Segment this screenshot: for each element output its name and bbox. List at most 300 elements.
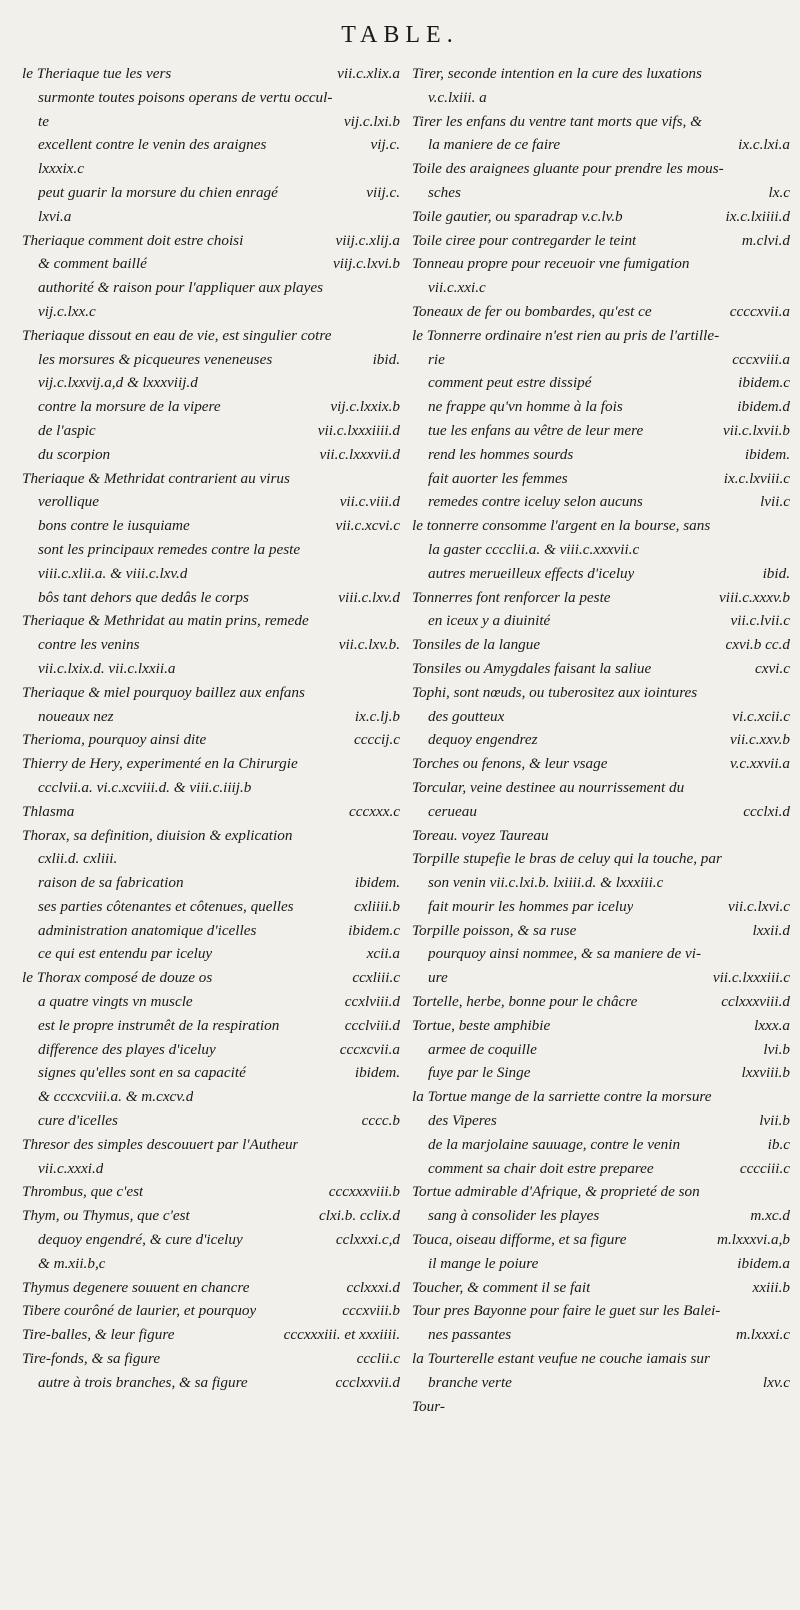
index-entry (22, 419, 400, 443)
index-entry (412, 942, 790, 966)
entry-text: autres merueilleux effects d'iceluy (428, 564, 635, 582)
index-entry (412, 1061, 790, 1085)
entry-reference (392, 752, 400, 776)
entry-text: Therioma, pourquoy ainsi dite (22, 731, 207, 749)
entry-text: Thrombus, que c'est (22, 1183, 144, 1201)
index-entry (412, 1204, 790, 1228)
entry-text: la gaster ccccliі.a. & viii.c.xxxvii.c (428, 540, 640, 558)
index-entry (22, 942, 400, 966)
entry-reference: vii.c.lxxxiiii.d (317, 421, 400, 439)
entry-text: Theriaque & miel pourquoy baillez aux enfans (22, 683, 305, 701)
entry-text: la Tortue mange de la sarriette contre la morsure (412, 1088, 712, 1106)
entry-reference: ibidem. (744, 445, 790, 463)
entry-text: Toile des araignees gluante pour prendre les mous- (412, 160, 724, 178)
entry-reference: lx.c (768, 183, 790, 201)
entry-reference (782, 1347, 790, 1371)
entry-reference (392, 609, 400, 633)
entry-reference: cclxxxi.d (346, 1278, 400, 1296)
index-entry (412, 395, 790, 419)
index-entry (412, 252, 790, 276)
entry-reference: lxxii.d (752, 921, 790, 939)
index-entry (22, 1371, 400, 1395)
entry-text: Thlasma (22, 802, 75, 820)
entry-reference (392, 847, 400, 871)
index-entry (22, 205, 400, 229)
entry-reference (392, 371, 400, 395)
index-entry (22, 62, 400, 86)
entry-reference: lvii.b (759, 1112, 790, 1130)
entry-text: la maniere de ce faire (428, 136, 561, 154)
entry-reference (782, 324, 790, 348)
entry-text: & comment baillé (38, 255, 147, 273)
entry-text: & cccxcviii.a. & m.cxcv.d (38, 1088, 194, 1106)
entry-text: le Theriaque tue les vers (22, 65, 172, 82)
entry-text: Thymus degenere souuent en chancre (22, 1278, 250, 1296)
index-entry (412, 847, 790, 871)
index-entry (22, 824, 400, 848)
entry-reference: viij.c. (366, 183, 400, 201)
entry-reference: ix.c.lxviii.c (723, 469, 790, 487)
entry-reference: vii.c.xlix.a (337, 65, 400, 82)
index-entry (412, 752, 790, 776)
index-entry (22, 395, 400, 419)
index-entry (412, 62, 790, 86)
entry-reference: v.c.xxvii.a (729, 755, 790, 773)
index-entry (22, 681, 400, 705)
entry-text: Theriaque & Methridat au matin prins, remede (22, 612, 309, 630)
index-entry (22, 800, 400, 824)
entry-reference: ccclxi.d (743, 802, 790, 820)
index-entry (22, 586, 400, 610)
entry-reference (782, 276, 790, 300)
entry-text: Touca, oiseau difforme, et sa figure (412, 1231, 627, 1249)
index-entry (412, 728, 790, 752)
entry-text: Tonsiles de la langue (412, 636, 541, 654)
entry-reference: ccxliii.c (352, 969, 400, 987)
entry-text: comment sa chair doit estre preparee (428, 1159, 654, 1177)
entry-reference (392, 1085, 400, 1109)
entry-reference (392, 538, 400, 562)
index-entry (22, 919, 400, 943)
entry-reference: m.lxxxvi.a,b (717, 1231, 790, 1249)
entry-text: de la marjolaine sauuage, contre le venin (428, 1135, 681, 1153)
index-entry (412, 86, 790, 110)
entry-text: vii.c.xxi.c (428, 279, 486, 297)
entry-text: noueaux nez (38, 707, 114, 725)
entry-reference: ccclxxvii.d (335, 1373, 400, 1391)
entry-text: sches (428, 183, 461, 201)
entry-reference: vii.c.lxxxvii.d (319, 445, 400, 463)
entry-reference: viii.c.lxv.d (338, 588, 400, 606)
entry-reference: cccxviii.b (342, 1302, 400, 1320)
index-entry (412, 110, 790, 134)
index-entry (412, 919, 790, 943)
index-entry (412, 229, 790, 253)
entry-reference (392, 824, 400, 848)
entry-text: ses parties côtenantes et côtenues, quelles (38, 897, 294, 915)
entry-reference (782, 110, 790, 134)
entry-reference (782, 776, 790, 800)
entry-text: v.c.lxiii. a (428, 88, 487, 106)
entry-reference: ccclviii.d (344, 1016, 400, 1034)
entry-text: Tophi, sont nœuds, ou tuberositez aux iointures (412, 683, 698, 701)
index-entry (22, 157, 400, 181)
entry-text: viii.c.xlii.a. & viii.c.lxv.d (38, 564, 188, 582)
entry-text: vij.c.lxxvij.a,d & lxxxviij.d (38, 374, 198, 392)
entry-text: autre à trois branches, & sa figure (38, 1373, 248, 1391)
entry-reference: vii.c.xcvi.c (335, 517, 400, 535)
entry-reference (392, 205, 400, 229)
entry-text: Tonsiles ou Amygdales faisant la saliue (412, 659, 652, 677)
index-entry (412, 205, 790, 229)
index-entry (22, 1038, 400, 1062)
entry-reference: ibidem.c (348, 921, 400, 939)
entry-reference (392, 681, 400, 705)
entry-text: des goutteux (428, 707, 505, 725)
entry-text: ure (428, 969, 448, 987)
entry-reference: ccxlviii.d (344, 993, 400, 1011)
entry-reference (782, 514, 790, 538)
entry-reference: ccclii.c (356, 1350, 400, 1368)
index-entry (412, 1347, 790, 1371)
index-entry (22, 300, 400, 324)
index-entry (412, 1180, 790, 1204)
entry-text: Tour- (412, 1397, 445, 1415)
entry-text: fuye par le Singe (428, 1064, 531, 1082)
index-entry (412, 443, 790, 467)
entry-reference: xxiii.b (752, 1278, 790, 1296)
page-title: TABLE. (341, 22, 459, 48)
entry-reference: cxliiii.b (354, 897, 400, 915)
index-entry (22, 133, 400, 157)
entry-text: Torches ou fenons, & leur vsage (412, 755, 608, 773)
entry-text: comment peut estre dissipé (428, 374, 592, 392)
entry-text: armee de coquille (428, 1040, 537, 1058)
index-entry (22, 324, 400, 348)
index-entry (22, 1109, 400, 1133)
entry-text: fait mourir les hommes par iceluy (428, 897, 634, 915)
index-entry (412, 1323, 790, 1347)
entry-reference (392, 562, 400, 586)
entry-text: il mange le poiure (428, 1254, 539, 1272)
index-entry (22, 371, 400, 395)
entry-reference: ib.c (767, 1135, 790, 1153)
entry-reference: cccxxxviii.b (328, 1183, 400, 1201)
entry-reference (392, 276, 400, 300)
entry-reference: ibidem.d (737, 398, 790, 416)
index-entry (22, 1133, 400, 1157)
index-entry (412, 990, 790, 1014)
entry-reference (782, 824, 790, 848)
entry-reference (782, 1180, 790, 1204)
index-entry (412, 562, 790, 586)
entry-reference: cccc.b (361, 1112, 400, 1130)
entry-reference (782, 681, 790, 705)
entry-text: Torpille poisson, & sa ruse (412, 921, 577, 939)
entry-text: cerueau (428, 802, 477, 820)
entry-text: est le propre instrumêt de la respiration (38, 1016, 280, 1034)
entry-reference: cccciii.c (739, 1159, 790, 1177)
entry-text: contre la morsure de la vipere (38, 398, 221, 416)
entry-reference: clxi.b. cclix.d (319, 1207, 400, 1225)
index-entry (22, 443, 400, 467)
index-entry (412, 586, 790, 610)
entry-text: ne frappe qu'vn homme à la fois (428, 398, 623, 416)
entry-text: fait auorter les femmes (428, 469, 568, 487)
entry-text: verollique (38, 493, 100, 511)
entry-reference: xcii.a (366, 945, 400, 963)
entry-text: du scorpion (38, 445, 111, 463)
index-entry (22, 1061, 400, 1085)
index-entry (412, 800, 790, 824)
entry-text: Tonnerres font renforcer la peste (412, 588, 611, 606)
entry-text: peut guarir la morsure du chien enragé (38, 183, 278, 201)
entry-reference: ix.c.lxiiii.d (725, 207, 790, 225)
index-entry (22, 847, 400, 871)
index-entry (22, 1323, 400, 1347)
index-entry (412, 300, 790, 324)
index-entry (22, 1276, 400, 1300)
entry-text: Tortue admirable d'Afrique, & proprieté de son (412, 1183, 700, 1201)
index-entry (22, 776, 400, 800)
entry-text: nes passantes (428, 1326, 512, 1344)
entry-text: authorité & raison pour l'appliquer aux playes (38, 279, 324, 297)
index-entry (412, 348, 790, 372)
index-entry (412, 1252, 790, 1276)
index-entry (22, 514, 400, 538)
entry-text: Tire-fonds, & sa figure (22, 1350, 161, 1368)
index-entry (22, 229, 400, 253)
index-entry (412, 157, 790, 181)
entry-text: administration anatomique d'icelles (38, 921, 257, 939)
index-entry (412, 1276, 790, 1300)
entry-reference: ccccxvii.a (729, 302, 790, 320)
entry-text: ce qui est entendu par iceluy (38, 945, 213, 963)
entry-reference: lxv.c (762, 1373, 790, 1391)
entry-reference: ibidem.a (737, 1254, 790, 1272)
entry-text: Toreau. voyez Taureau (412, 826, 549, 844)
entry-reference: lvi.b (763, 1040, 790, 1058)
index-entry (22, 871, 400, 895)
index-entry (412, 1014, 790, 1038)
index-entry (22, 1085, 400, 1109)
index-entry (412, 1371, 790, 1395)
entry-reference: vij.c. (370, 136, 400, 154)
entry-reference (782, 1085, 790, 1109)
entry-reference: ccccij.c (354, 731, 400, 749)
index-entry (412, 1228, 790, 1252)
index-entry (22, 1347, 400, 1371)
entry-reference (392, 1157, 400, 1181)
index-entry (412, 324, 790, 348)
index-entry (412, 181, 790, 205)
entry-text: Toile gautier, ou sparadrap v.c.lv.b (412, 207, 623, 225)
entry-reference: vij.c.lxxix.b (330, 398, 400, 416)
entry-reference: cccxviii.a (732, 350, 790, 368)
entry-reference (782, 86, 790, 110)
entry-text: tue les enfans au vêtre de leur mere (428, 421, 644, 439)
entry-reference: vii.c.lxxxiii.c (712, 969, 790, 987)
entry-reference: vii.c.lxvi.c (728, 897, 790, 915)
index-entry (412, 538, 790, 562)
entry-text: Torpille stupefie le bras de celuy qui la touche, par (412, 850, 722, 868)
entry-text: les morsures & picqueures veneneuses (38, 350, 273, 368)
index-entry (22, 1014, 400, 1038)
index-entry (412, 1133, 790, 1157)
entry-text: des Viperes (428, 1112, 497, 1130)
entry-reference (392, 157, 400, 181)
entry-text: Tortelle, herbe, bonne pour le châcre (412, 993, 638, 1011)
entry-reference (392, 1252, 400, 1276)
entry-reference: vi.c.xcii.c (732, 707, 790, 725)
index-entry (22, 752, 400, 776)
entry-text: Tour pres Bayonne pour faire le guet sur les Balei- (412, 1302, 721, 1320)
index-entry (22, 609, 400, 633)
entry-text: sang à consolider les playes (428, 1207, 600, 1225)
entry-text: difference des playes d'iceluy (38, 1040, 216, 1058)
entry-text: bons contre le iusquiame (38, 517, 190, 535)
entry-text: Torcular, veine destinee au nourrissement du (412, 778, 685, 796)
index-entry (22, 110, 400, 134)
entry-text: signes qu'elles sont en sa capacité (38, 1064, 246, 1082)
entry-text: sont les principaux remedes contre la peste (38, 540, 301, 558)
entry-text: ccclvii.a. vi.c.xcviii.d. & viii.c.iiij.b (38, 778, 252, 796)
index-entry (412, 1299, 790, 1323)
index-entry (412, 633, 790, 657)
index-entry (412, 1157, 790, 1181)
entry-text: rend les hommes sourds (428, 445, 574, 463)
entry-text: Thym, ou Thymus, que c'est (22, 1207, 190, 1225)
entry-text: rie (428, 350, 445, 368)
entry-text: vii.c.xxxi.d (38, 1159, 104, 1177)
index-entry (412, 276, 790, 300)
index-entry (22, 1228, 400, 1252)
entry-reference: viii.c.xxxv.b (719, 588, 790, 606)
index-entry (22, 1252, 400, 1276)
index-entry (22, 1180, 400, 1204)
entry-reference: ibid. (762, 564, 790, 582)
entry-reference: ibidem. (354, 874, 400, 892)
entry-reference: vii.c.lxvii.b (722, 421, 790, 439)
entry-text: Toucher, & comment il se fait (412, 1278, 591, 1296)
entry-text: lxvi.a (38, 207, 72, 225)
index-entry (412, 1395, 790, 1419)
entry-reference: m.xc.d (750, 1207, 790, 1225)
entry-text: branche verte (428, 1373, 512, 1391)
index-entry (412, 776, 790, 800)
entry-reference: m.lxxxi.c (736, 1326, 790, 1344)
index-entry (22, 348, 400, 372)
entry-text: son venin vii.c.lxi.b. lxiiii.d. & lxxxiii.c (428, 874, 664, 892)
index-entry (22, 276, 400, 300)
entry-reference (782, 847, 790, 871)
entry-text: Tortue, beste amphibie (412, 1016, 551, 1034)
entry-reference (782, 942, 790, 966)
entry-reference (782, 538, 790, 562)
entry-text: te (38, 112, 49, 130)
entry-text: contre les venins (38, 636, 140, 654)
entry-reference: cxvi.b cc.d (725, 636, 790, 654)
entry-text: lxxxix.c (38, 160, 84, 178)
index-entry (22, 467, 400, 491)
index-entry (412, 1038, 790, 1062)
entry-text: le Thorax composé de douze os (22, 969, 213, 987)
entry-text: a quatre vingts vn muscle (38, 993, 193, 1011)
entry-text: pourquoy ainsi nommee, & sa maniere de vi- (428, 945, 702, 963)
index-entry (22, 966, 400, 990)
index-entry (412, 871, 790, 895)
index-entry (22, 728, 400, 752)
index-entry (22, 1157, 400, 1181)
index-entry (22, 181, 400, 205)
index-entry (22, 990, 400, 1014)
entry-reference (392, 1133, 400, 1157)
entry-text: Tibere courôné de laurier, et pourquoy (22, 1302, 257, 1320)
index-entry (412, 490, 790, 514)
index-entry (412, 371, 790, 395)
index-entry (412, 657, 790, 681)
entry-text: excellent contre le venin des araignes (38, 136, 267, 154)
index-entry (22, 657, 400, 681)
index-column-right (412, 62, 790, 1418)
index-entry (22, 1299, 400, 1323)
entry-text: bôs tant dehors que dedâs le corps (38, 588, 249, 606)
entry-reference: cclxxxi.c,d (335, 1231, 400, 1249)
index-entry (412, 133, 790, 157)
entry-reference: vii.c.xxv.b (729, 731, 790, 749)
entry-text: Thresor des simples descouuert par l'Autheur (22, 1135, 299, 1153)
entry-text: vii.c.lxix.d. vii.c.lxxii.a (38, 659, 176, 677)
index-entry (22, 86, 400, 110)
entry-text: dequoy engendrez (428, 731, 538, 749)
entry-reference (392, 300, 400, 324)
entry-reference (782, 157, 790, 181)
entry-text: Theriaque & Methridat contrarient au virus (22, 469, 290, 487)
entry-text: remedes contre iceluy selon aucuns (428, 493, 643, 511)
index-entry (22, 705, 400, 729)
entry-text: & m.xii.b,c (38, 1254, 106, 1272)
index-entry (412, 609, 790, 633)
entry-text: la Tourterelle estant veufue ne couche iamais sur (412, 1350, 710, 1368)
entry-reference (392, 86, 400, 110)
entry-reference: ibidem.c (738, 374, 790, 392)
entry-reference (782, 62, 790, 86)
entry-reference: cccxcvii.a (339, 1040, 400, 1058)
entry-reference (782, 1395, 790, 1419)
entry-reference: cxvi.c (755, 659, 790, 677)
index-entry (412, 1109, 790, 1133)
entry-text: Tirer, seconde intention en la cure des luxations (412, 65, 702, 82)
index-entry (412, 419, 790, 443)
entry-text: Tire-balles, & leur figure (22, 1326, 175, 1344)
entry-reference (782, 252, 790, 276)
index-entry (22, 895, 400, 919)
index-entry (22, 538, 400, 562)
entry-reference: m.clvi.d (741, 231, 790, 249)
entry-reference: vii.c.lvii.c (730, 612, 790, 630)
entry-reference (392, 324, 400, 348)
entry-reference (392, 776, 400, 800)
entry-text: dequoy engendré, & cure d'iceluy (38, 1231, 243, 1249)
entry-reference: vii.c.lxv.b. (338, 636, 400, 654)
entry-reference: lvii.c (760, 493, 790, 511)
index-entry (412, 966, 790, 990)
entry-reference: lxxviii.b (741, 1064, 790, 1082)
index-entry (22, 490, 400, 514)
entry-text: raison de sa fabrication (38, 874, 184, 892)
entry-reference: cccxxxiii. et xxxiiii. (283, 1326, 400, 1344)
entry-reference: cccxxx.c (349, 802, 400, 820)
